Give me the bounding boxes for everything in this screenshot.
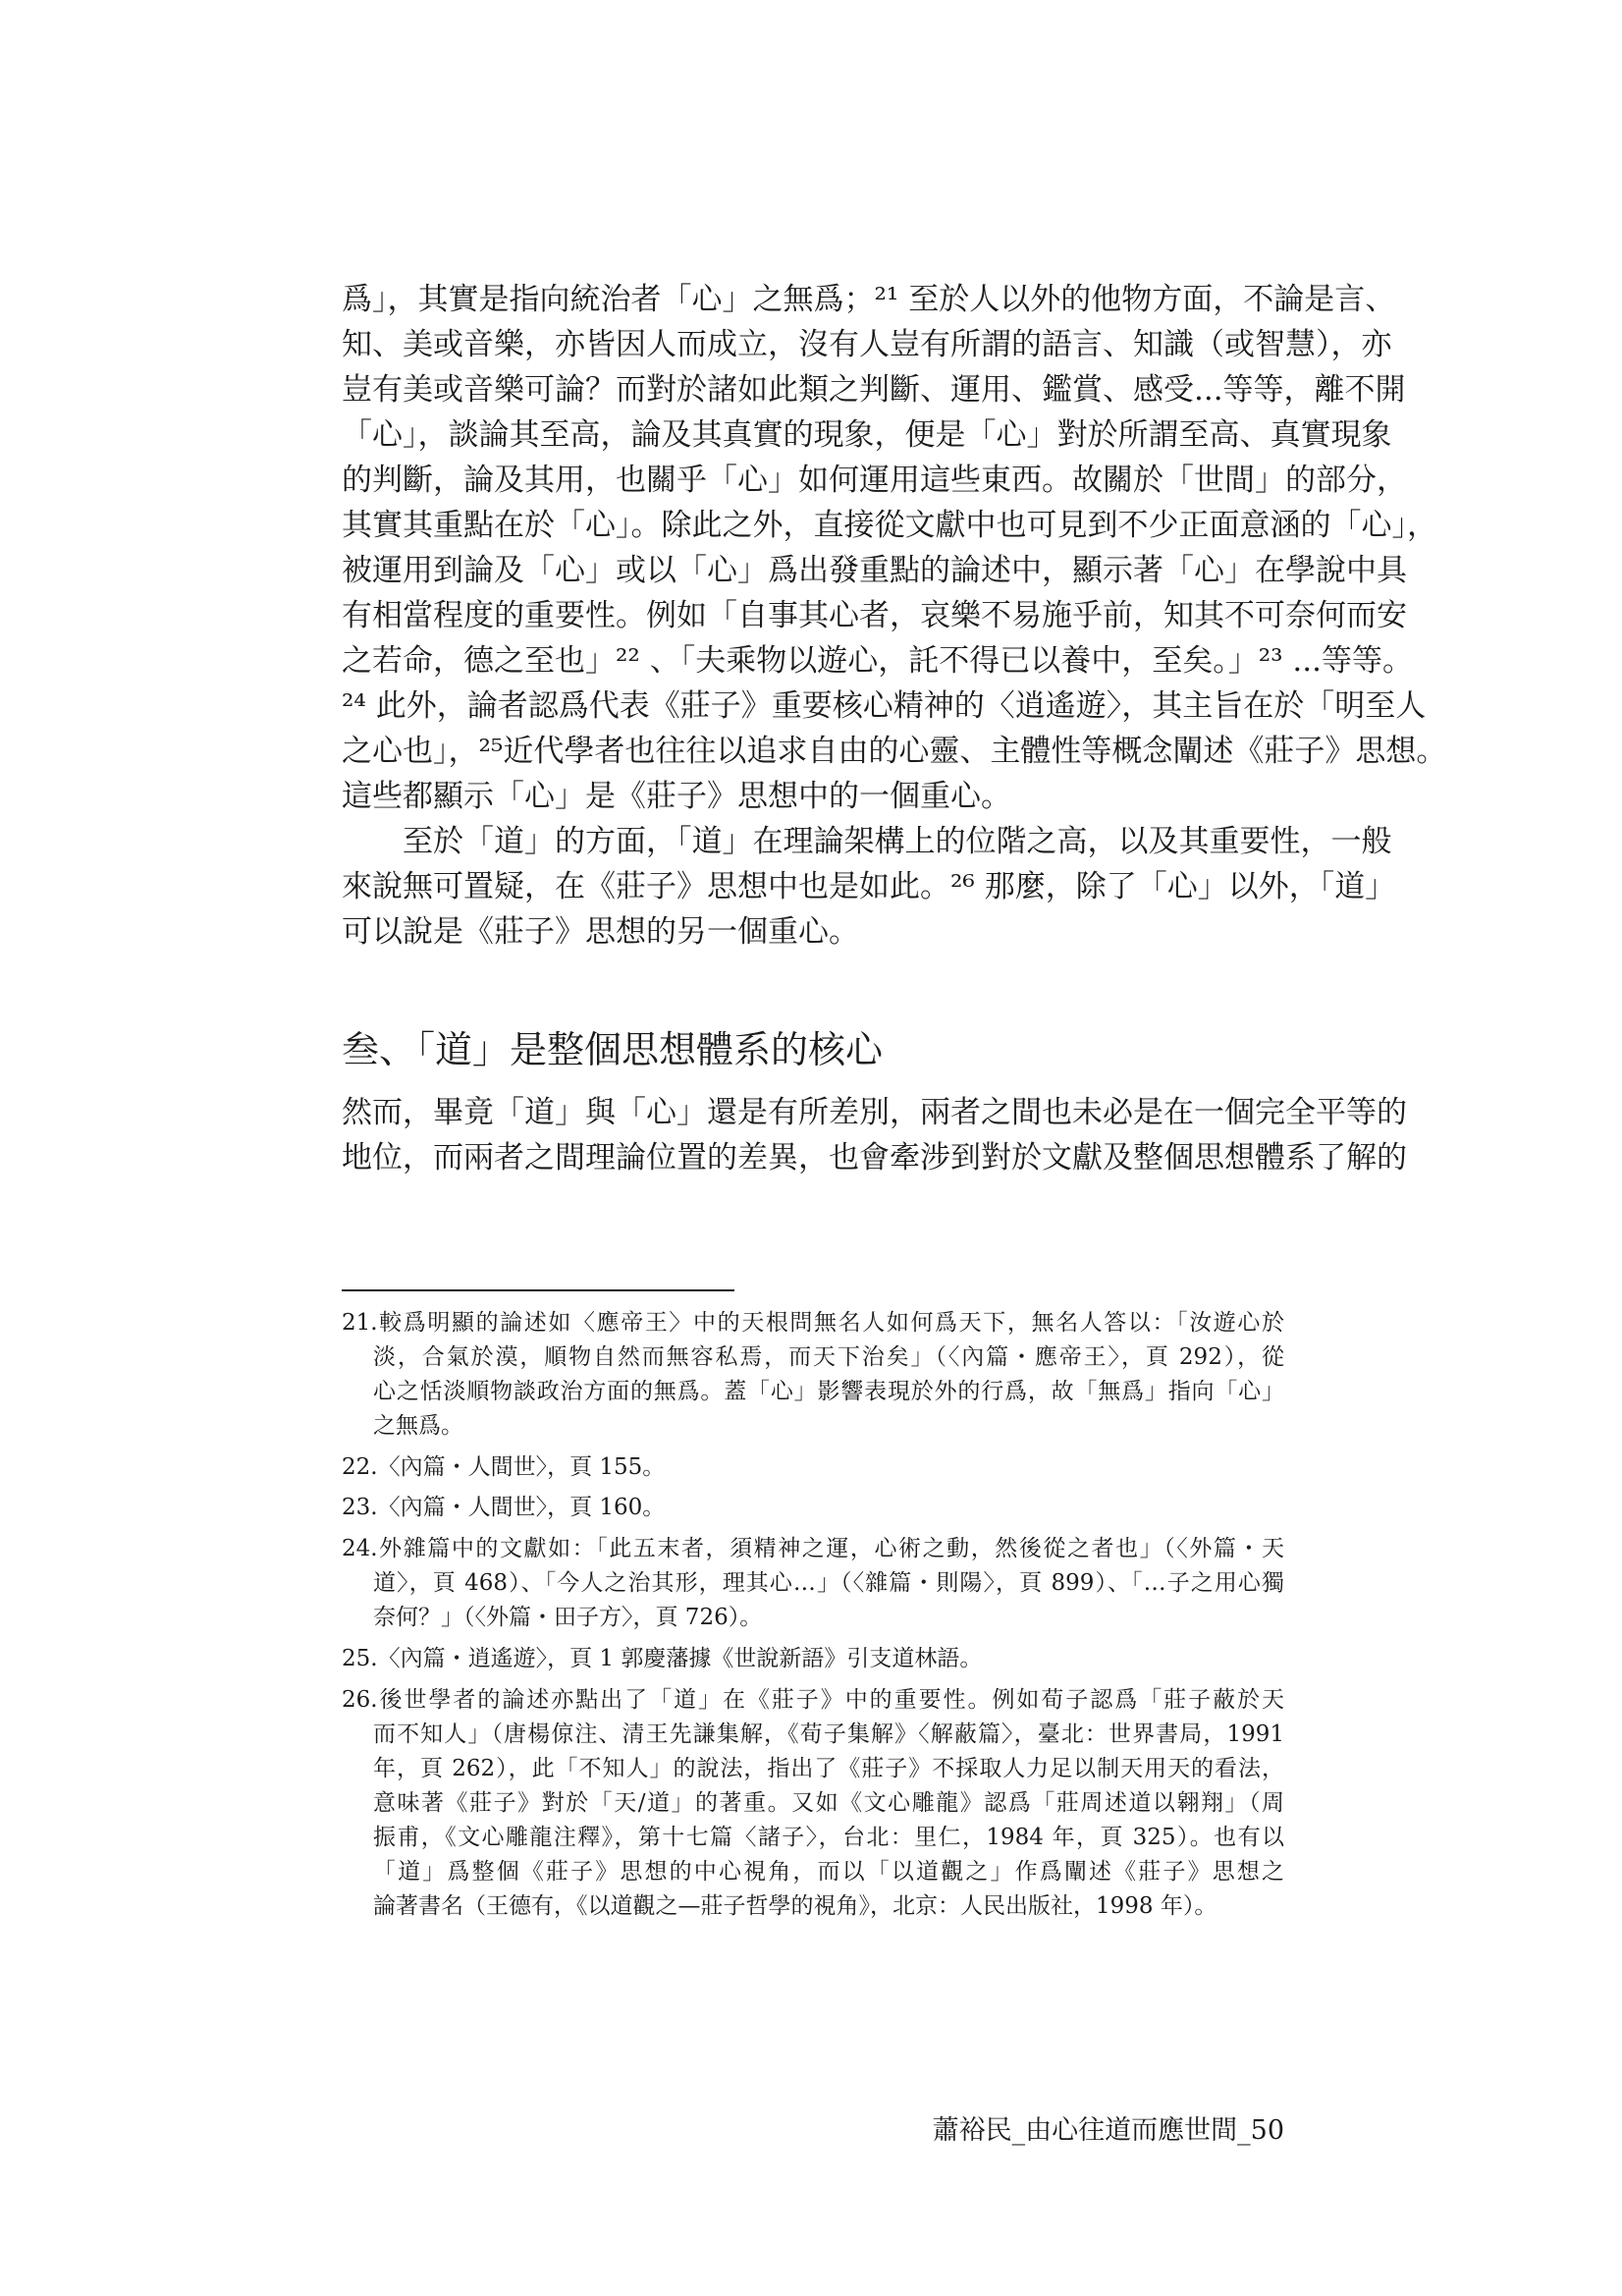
footnote-26-cont: 論著書名（王德有，《以道觀之—莊子哲學的視角》，北京：人民出版社，1998 年）。 [373,1893,1217,1919]
footnote-21-cont: 淡，合氣於漠，順物自然而無容私焉，而天下治矣」（〈內篇・應帝王〉，頁 292），從 [373,1344,1284,1370]
footnote-21: 21.較爲明顯的論述如〈應帝王〉中的天根問無名人如何爲天下，無名人答以：「汝遊心於 [342,1310,1284,1336]
body-line: 其實其重點在於「心」。除此之外，直接從文獻中也可見到不少正面意涵的「心」， [342,508,1437,543]
footnote-26-cont: 振甫，《文心雕龍注釋》，第十七篇〈諸子〉，台北：里仁，1984 年，頁 325）。也有以 [373,1825,1284,1850]
body-line: 豈有美或音樂可論？而對於諸如此類之判斷、運用、鑑賞、感受...等等，離不開 [342,372,1406,408]
body-line: 「心」，談論其至高，論及其真實的現象，便是「心」對於所謂至高、真實現象 [342,417,1392,453]
body-line: 之若命，德之至也」²² 、「夫乘物以遊心，託不得已以養中，至矣。」²³ ...等等。 [342,643,1413,679]
section-line: 然而，畢竟「道」與「心」還是有所差別，兩者之間也未必是在一個完全平等的 [342,1095,1407,1130]
footnote-21-cont: 心之恬淡順物談政治方面的無爲。蓋「心」影響表現於外的行爲，故「無爲」指向「心」 [373,1379,1284,1404]
footnote-24-cont: 道〉，頁 468）、「今人之治其形，理其心…」（〈雜篇・則陽〉，頁 899）、「…子之用心獨 [373,1570,1284,1596]
body-line: 有相當程度的重要性。例如「自事其心者，哀樂不易施乎前，知其不可奈何而安 [342,598,1407,633]
footnote-25: 25.〈內篇・逍遙遊〉，頁 1 郭慶藩據《世說新語》引支道林語。 [342,1646,983,1671]
footnote-23: 23.〈內篇・人間世〉，頁 160。 [342,1495,666,1520]
footnote-26: 26.後世學者的論述亦點出了「道」在《莊子》中的重要性。例如荀子認爲「莊子蔽於天 [342,1687,1284,1713]
page-footer: 蕭裕民_由心往道而應世間_50 [932,2115,1284,2146]
body-line: 來說無可置疑，在《莊子》思想中也是如此。²⁶ 那麼，除了「心」以外，「道」 [342,869,1396,904]
footnote-22: 22.〈內篇・人間世〉，頁 155。 [342,1454,666,1480]
footnote-21-cont: 之無爲。 [373,1413,463,1439]
body-line: 這些都顯示「心」是《莊子》思想中的一個重心。 [342,779,1011,814]
footnote-26-cont: 「道」爲整個《莊子》思想的中心視角，而以「以道觀之」作爲闡述《莊子》思想之 [373,1859,1284,1885]
body-line: 爲」，其實是指向統治者「心」之無爲；²¹ 至於人以外的他物方面，不論是言、 [342,282,1396,317]
footnote-rule [342,1289,734,1291]
footnote-24-cont: 奈何？」（〈外篇・田子方〉，頁 726）。 [373,1605,763,1630]
section-line: 地位，而兩者之間理論位置的差異，也會牽涉到對於文獻及整個思想體系了解的 [342,1140,1407,1175]
footnote-24: 24.外雜篇中的文獻如：「此五末者，須精神之運，心術之動，然後從之者也」（〈外篇・天 [342,1536,1284,1561]
body-line: ²⁴ 此外，論者認爲代表《莊子》重要核心精神的〈逍遙遊〉，其主旨在於「明至人 [342,688,1427,724]
section-heading: 叁、「道」是整個思想體系的核心 [342,1028,884,1071]
footnote-26-cont: 而不知人」（唐楊倞注、清王先謙集解，《荀子集解》〈解蔽篇〉，臺北：世界書局，1991 [373,1722,1284,1747]
body-line: 可以說是《莊子》思想的另一個重心。 [342,914,859,950]
body-line: 至於「道」的方面，「道」在理論架構上的位階之高，以及其重要性，一般 [342,824,1392,859]
body-line: 被運用到論及「心」或以「心」爲出發重點的論述中，顯示著「心」在學說中具 [342,553,1407,588]
body-line: 之心也」，²⁵近代學者也往往以追求自由的心靈、主體性等概念闡述《莊子》思想。 [342,734,1447,769]
body-line: 的判斷，論及其用，也關乎「心」如何運用這些東西。故關於「世間」的部分， [342,463,1407,498]
footnote-26-cont: 年，頁 262），此「不知人」的說法，指出了《莊子》不採取人力足以制天用天的看法， [373,1756,1284,1781]
body-line: 知、美或音樂，亦皆因人而成立，沒有人豈有所謂的語言、知識（或智慧），亦 [342,327,1392,362]
footnote-26-cont: 意味著《莊子》對於「天/道」的著重。又如《文心雕龍》認爲「莊周述道以翱翔」（周 [373,1790,1284,1816]
